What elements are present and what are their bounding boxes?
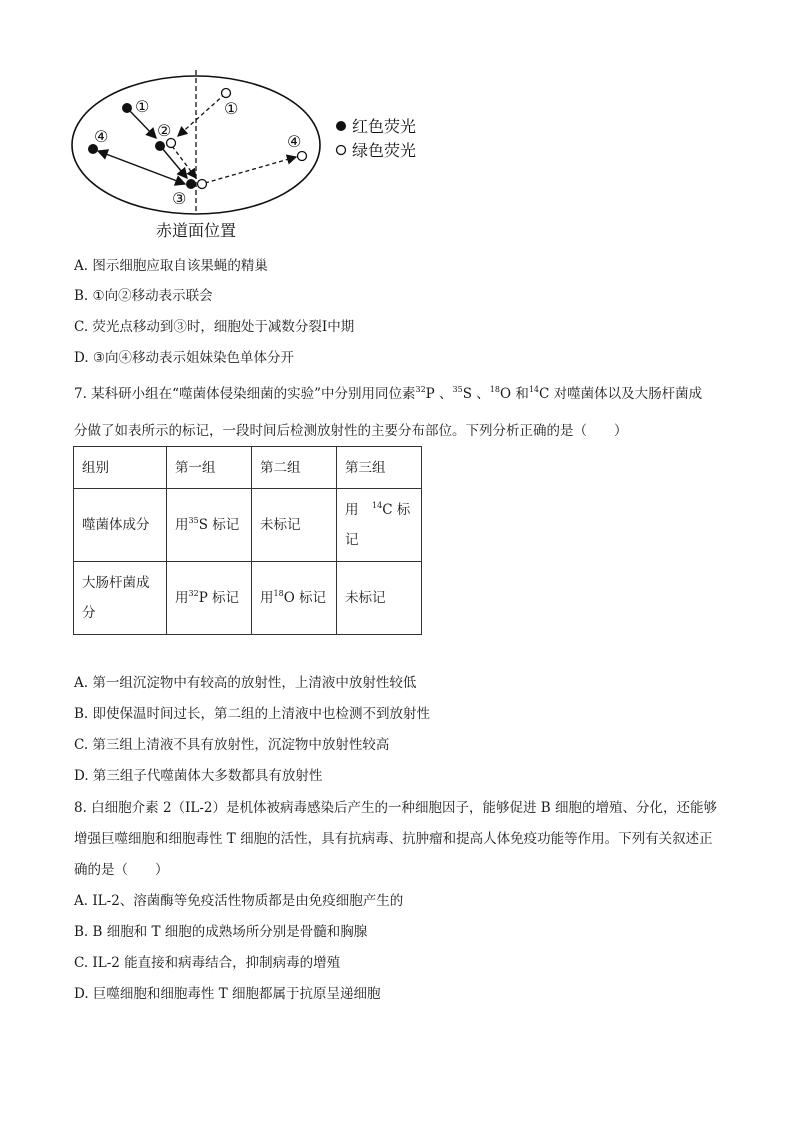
q8-stem: 8. 白细胞介素 2（IL-2）是机体被病毒感染后产生的一种细胞因子，能够促进 B 细胞的增殖、分化，还能够增强巨噬细胞和细胞毒性 T 细胞的活性，具有抗病毒、抗肿瘤和提高人体免疫功能等作用。下列有关叙述正确的是（ ）	[74, 800, 718, 878]
legend-red-marker	[336, 121, 346, 131]
table-header-row	[74, 447, 422, 489]
legend-green-marker	[337, 146, 346, 155]
q7-option-a: A. 第一组沉淀物中有较高的放射性，上清液中放射性较低	[74, 675, 417, 691]
label-red-3: ③	[172, 189, 187, 208]
header-cell: 组别	[74, 447, 167, 489]
label-red-2: ②	[157, 121, 172, 140]
label-red-1: ①	[135, 97, 150, 116]
red-point-2	[155, 141, 165, 151]
table-cell: 用$^{35}$S 标记	[167, 489, 252, 562]
q7-option-b: B. 即使保温时间过长，第二组的上清液中也检测不到放射性	[74, 706, 431, 722]
table-cell: 用 $^{14}$C 标记	[337, 489, 422, 562]
q8-option-d: D. 巨噬细胞和细胞毒性 T 细胞都属于抗原呈递细胞	[74, 986, 381, 1002]
legend-green-label: 绿色荧光	[352, 141, 417, 160]
q8-option-c: C. IL-2 能直接和病毒结合，抑制病毒的增殖	[74, 955, 341, 971]
green-point-1	[222, 89, 231, 98]
q6-option-a: A. 图示细胞应取自该果蝇的精巢	[74, 258, 268, 274]
table-row	[74, 489, 422, 562]
header-cell: 第三组	[337, 447, 422, 489]
cell-diagram	[0, 0, 794, 250]
q7-option-c: C. 第三组上清液不具有放射性，沉淀物中放射性较高	[74, 737, 390, 753]
table-cell: 未标记	[252, 489, 337, 562]
q8-option-a: A. IL-2、溶菌酶等免疫活性物质都是由免疫细胞产生的	[74, 893, 404, 909]
label-green-1: ①	[224, 99, 239, 118]
legend-red-label: 红色荧光	[352, 117, 417, 136]
q6-option-b: B. ①向②移动表示联会	[74, 288, 213, 304]
header-cell: 第一组	[167, 447, 252, 489]
table-cell: 未标记	[337, 562, 422, 635]
row-label: 噬菌体成分	[74, 489, 167, 562]
q7-stem-line1: 7. 某科研小组在“噬菌体侵染细菌的实验”中分别用同位素$^{32}$P 、$^{35}$S 、$^{18}$O 和$^{14}$C 对噬菌体以及大肠杆菌成	[74, 385, 703, 402]
figure-caption: 赤道面位置	[155, 221, 237, 240]
table-cell: 用$^{18}$O 标记	[252, 562, 337, 635]
header-cell: 第二组	[252, 447, 337, 489]
table-row	[74, 562, 422, 635]
row-label: 大肠杆菌成分	[74, 562, 167, 635]
red-point-3	[186, 179, 196, 189]
green-point-3	[198, 180, 207, 189]
q7-option-d: D. 第三组子代噬菌体大多数都具有放射性	[74, 768, 323, 784]
label-red-4: ④	[94, 127, 109, 146]
green-point-4	[298, 152, 307, 161]
q6-option-c: C. 荧光点移动到③时，细胞处于减数分裂Ⅰ中期	[74, 319, 355, 335]
label-green-4: ④	[287, 132, 302, 151]
q8-option-b: B. B 细胞和 T 细胞的成熟场所分别是骨髓和胸腺	[74, 924, 368, 940]
q7-stem-line2: 分做了如表所示的标记，一段时间后检测放射性的主要分布部位。下列分析正确的是（ ）	[74, 423, 628, 439]
red-point-1	[122, 103, 132, 113]
q6-option-d: D. ③向④移动表示姐妹染色单体分开	[74, 350, 295, 366]
table-cell: 用$^{32}$P 标记	[167, 562, 252, 635]
labeling-table	[73, 446, 422, 635]
